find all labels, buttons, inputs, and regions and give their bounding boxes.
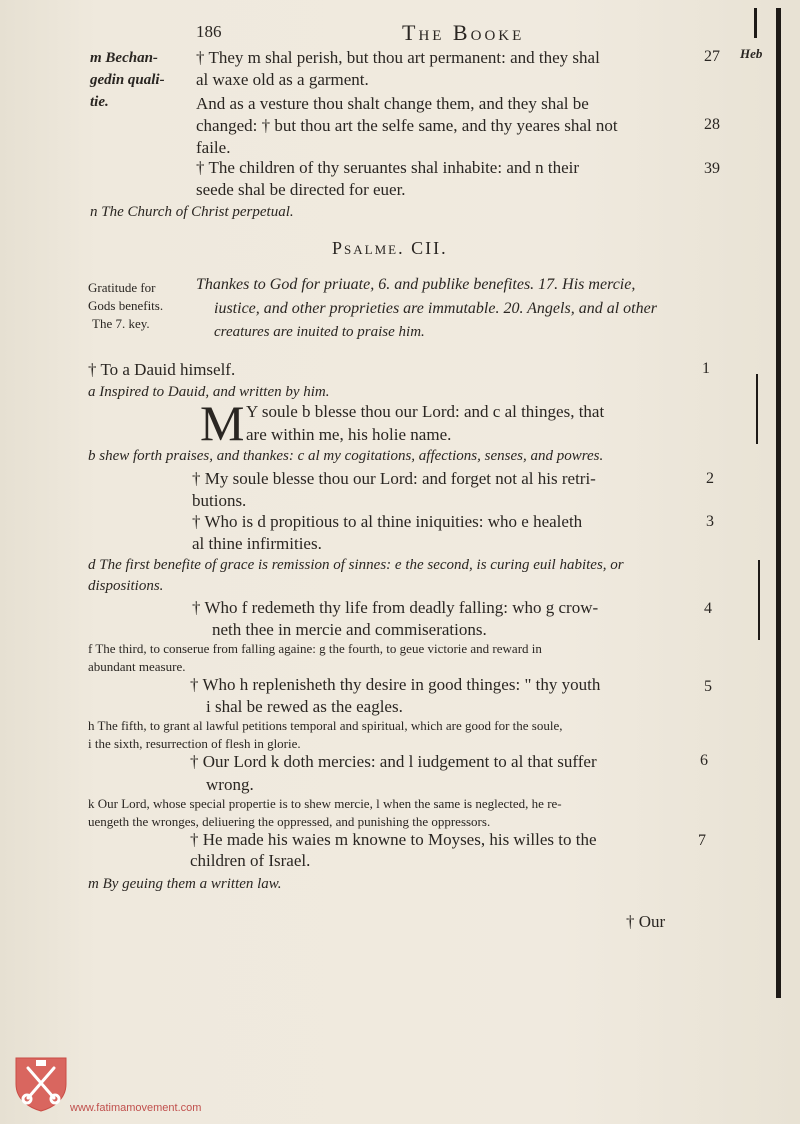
footer-url[interactable]: www.fatimamovement.com (70, 1102, 202, 1114)
footnote: b shew forth praises, and thankes: c al my cogitations, affections, senses, and powres. (88, 448, 604, 464)
verse-line: † Our Lord k doth mercies: and l iudgement to al that suffer (190, 752, 597, 771)
verse-line: wrong. (206, 775, 254, 794)
verse-line: † Who is d propitious to al thine iniquities: who e healeth (192, 512, 583, 531)
running-title: The Booke (402, 20, 525, 45)
argument-margin: Gods benefits. (88, 298, 164, 313)
verse-number: 5 (704, 678, 712, 695)
margin-rule (758, 560, 760, 640)
argument-line: creatures are inuited to praise him. (214, 324, 425, 340)
verse-number: 1 (702, 360, 710, 377)
verse-line: † To a Dauid himself. (88, 360, 236, 379)
drop-cap: M (200, 395, 245, 451)
footnote: h The fifth, to grant al lawful petitions temporal and spiritual, which are good for the soule, (88, 718, 563, 733)
verse-line: al thine infirmities. (192, 534, 322, 553)
footnote: abundant measure. (88, 659, 186, 674)
footnote: d The first benefite of grace is remission of sinnes: e the second, is curing euil habites, or (88, 557, 624, 573)
psalm-title: Psalme. CII. (332, 238, 448, 258)
footnote: n The Church of Christ perpetual. (90, 204, 294, 220)
verse-number: 3 (706, 513, 714, 530)
verse-number: 27 (704, 48, 720, 65)
verse-line: al waxe old as a garment. (196, 70, 369, 89)
margin-note-m-2: gedin quali- (90, 72, 165, 88)
argument-line: iustice, and other proprieties are immutable. 20. Angels, and al other (214, 300, 657, 317)
verse-line: † Who f redemeth thy life from deadly falling: who g crow- (192, 598, 599, 617)
margin-rule (776, 8, 781, 998)
argument-margin: Gratitude for (88, 280, 156, 295)
verse-line: And as a vesture thou shalt change them, and they shal be (196, 94, 589, 113)
footnote: f The third, to conserue from falling againe: g the fourth, to geue victorie and reward in (88, 641, 542, 656)
verse-line: † The children of thy seruantes shal inhabite: and n their (196, 158, 580, 177)
verse-line: † He made his waies m knowne to Moyses, his willes to the (190, 830, 597, 849)
verse-line: Y soule b blesse thou our Lord: and c al thinges, that (246, 402, 605, 421)
verse-line: are within me, his holie name. (246, 425, 452, 444)
papal-keys-logo (14, 1054, 68, 1112)
verse-line: butions. (192, 491, 247, 510)
margin-note-m: m Bechan- (90, 50, 158, 66)
footnote: i the sixth, resurrection of flesh in glorie. (88, 736, 301, 751)
verse-number: 28 (704, 116, 720, 133)
verse-number: 39 (704, 160, 720, 177)
verse-line: children of Israel. (190, 851, 311, 870)
margin-note-m-3: tie. (90, 94, 109, 110)
verse-number: 7 (698, 832, 706, 849)
margin-rule (754, 8, 757, 38)
right-margin-label: Heb (740, 46, 763, 61)
page-number: 186 (196, 22, 222, 41)
verse-number: 4 (704, 600, 712, 617)
verse-line: i shal be rewed as the eagles. (206, 697, 403, 716)
catchword: † Our (626, 912, 666, 931)
argument-line: Thankes to God for priuate, 6. and publike benefites. 17. His mercie, (196, 276, 636, 293)
verse-line: changed: † but thou art the selfe same, and thy yeares shal not (196, 116, 618, 135)
verse-line: † They m shal perish, but thou art permanent: and they shal (196, 48, 600, 67)
footnote: m By geuing them a written law. (88, 876, 282, 892)
footnote: a Inspired to Dauid, and written by him. (88, 384, 330, 400)
footnote: k Our Lord, whose special propertie is to shew mercie, l when the same is neglected, he re- (88, 796, 562, 811)
verse-number: 6 (700, 752, 708, 769)
verse-line: neth thee in mercie and commiserations. (212, 620, 487, 639)
verse-line: seede shal be directed for euer. (196, 180, 406, 199)
verse-line: faile. (196, 138, 231, 157)
verse-line: † My soule blesse thou our Lord: and forget not al his retri- (192, 469, 596, 488)
footnote: uengeth the wronges, deliuering the oppressed, and punishing the oppressors. (88, 814, 491, 829)
verse-line: † Who h replenisheth thy desire in good thinges: " thy youth (190, 675, 601, 694)
footnote: dispositions. (88, 578, 164, 594)
argument-margin: The 7. key. (92, 316, 150, 331)
margin-rule (756, 374, 758, 444)
verse-number: 2 (706, 470, 714, 487)
